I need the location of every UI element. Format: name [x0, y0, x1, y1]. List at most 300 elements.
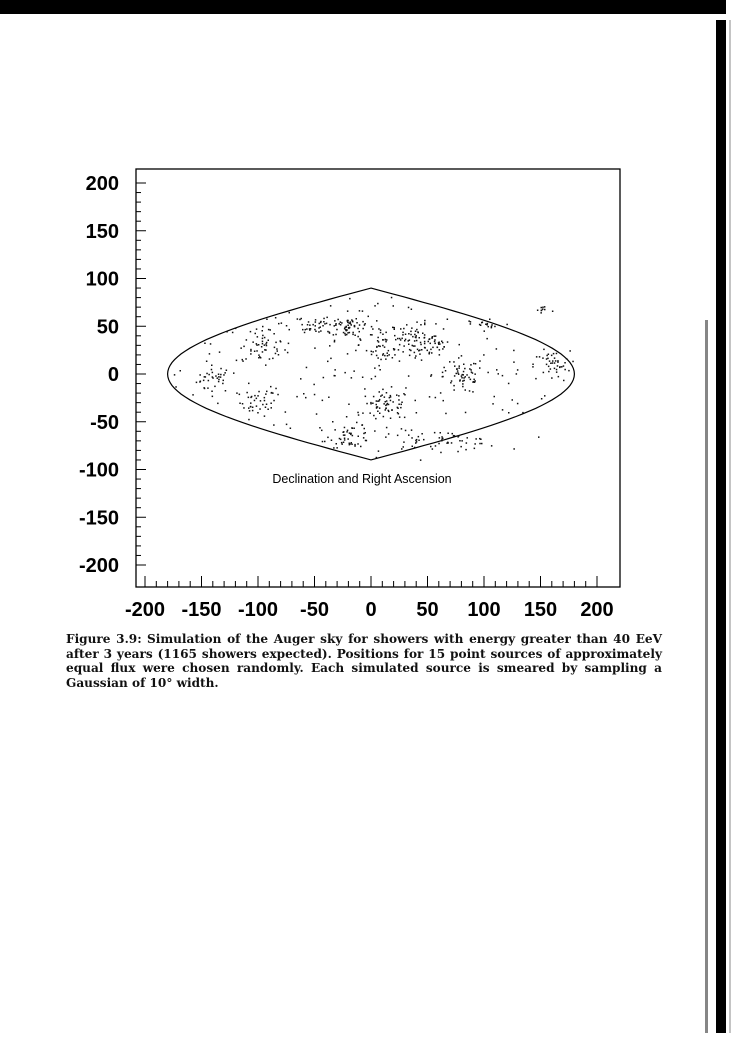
event-point [371, 326, 373, 328]
event-point [334, 369, 336, 371]
event-point [346, 329, 348, 331]
event-point [371, 354, 373, 356]
event-point [353, 370, 355, 372]
event-point [365, 440, 367, 442]
event-point [451, 380, 453, 382]
event-point [556, 371, 558, 373]
event-point [543, 349, 545, 351]
event-point [396, 394, 398, 396]
event-point [564, 369, 566, 371]
event-point [447, 433, 449, 435]
event-point [329, 324, 331, 326]
event-point [491, 445, 493, 447]
event-point [422, 333, 424, 335]
event-point [314, 347, 316, 349]
event-point [415, 331, 417, 333]
y-tick-label: 0 [107, 364, 119, 386]
y-tick-label: -200 [78, 555, 119, 577]
event-point [349, 298, 351, 300]
event-point [226, 370, 228, 372]
event-point [416, 340, 418, 342]
event-point [316, 413, 318, 415]
event-point [485, 324, 487, 326]
event-point [488, 326, 490, 328]
event-point [254, 351, 256, 353]
event-point [465, 449, 467, 451]
event-point [278, 323, 280, 325]
event-point [357, 328, 359, 330]
event-point [280, 340, 282, 342]
event-point [387, 403, 389, 405]
event-point [470, 369, 472, 371]
x-tick-label: 150 [523, 599, 558, 621]
event-point [404, 394, 406, 396]
event-point [346, 334, 348, 336]
event-point [380, 395, 382, 397]
event-point [374, 305, 376, 307]
event-point [442, 372, 444, 374]
event-point [557, 360, 559, 362]
event-point [366, 350, 368, 352]
event-point [513, 361, 515, 363]
event-point [265, 364, 267, 366]
event-point [489, 319, 491, 321]
x-tick-label: -200 [124, 599, 166, 621]
event-point [264, 349, 266, 351]
event-point [385, 332, 387, 334]
event-point [352, 320, 354, 322]
event-point [480, 439, 482, 441]
event-point [458, 374, 460, 376]
event-point [243, 346, 245, 348]
event-point [383, 403, 385, 405]
event-point [428, 341, 430, 343]
event-point [479, 360, 481, 362]
event-point [442, 348, 444, 350]
event-point [447, 442, 449, 444]
event-point [261, 346, 263, 348]
event-point [443, 400, 445, 402]
event-point [462, 383, 464, 385]
event-point [269, 358, 271, 360]
event-point [459, 344, 461, 346]
event-point [551, 377, 553, 379]
event-point [419, 337, 421, 339]
event-point [370, 334, 372, 336]
event-point [371, 334, 373, 336]
event-point [434, 339, 436, 341]
event-point [267, 409, 269, 411]
event-point [401, 428, 403, 430]
event-point [416, 329, 418, 331]
event-point [346, 416, 348, 418]
event-point [443, 367, 445, 369]
event-point [265, 393, 267, 395]
event-point [266, 345, 268, 347]
event-point [192, 394, 194, 396]
event-point [457, 372, 459, 374]
event-point [250, 349, 252, 351]
event-point [403, 441, 405, 443]
event-point [378, 328, 380, 330]
event-point [463, 377, 465, 379]
event-point [466, 374, 468, 376]
event-point [341, 322, 343, 324]
event-point [418, 350, 420, 352]
event-point [429, 353, 431, 355]
event-point [329, 332, 331, 334]
event-point [262, 341, 264, 343]
event-point [386, 339, 388, 341]
event-point [358, 344, 360, 346]
event-point [506, 324, 508, 326]
event-point [260, 400, 262, 402]
event-point [401, 448, 403, 450]
event-point [543, 372, 545, 374]
event-point [411, 437, 413, 439]
event-point [415, 357, 417, 359]
event-point [418, 440, 420, 442]
event-point [558, 376, 560, 378]
event-point [355, 350, 357, 352]
event-point [199, 381, 201, 383]
x-tick-label: -150 [181, 599, 222, 621]
event-point [513, 448, 515, 450]
event-point [486, 338, 488, 340]
event-point [388, 354, 390, 356]
event-point [541, 307, 543, 309]
event-point [496, 369, 498, 371]
event-point [315, 319, 317, 321]
event-point [379, 346, 381, 348]
event-point [411, 429, 413, 431]
event-point [262, 330, 264, 332]
event-point [264, 415, 266, 417]
event-point [271, 407, 273, 409]
event-point [374, 367, 376, 369]
event-point [557, 365, 559, 367]
event-point [352, 332, 354, 334]
event-point [262, 404, 264, 406]
event-point [542, 307, 544, 309]
event-point [427, 350, 429, 352]
event-point [453, 385, 455, 387]
event-point [438, 342, 440, 344]
event-point [481, 443, 483, 445]
event-point [468, 320, 470, 322]
event-point [463, 364, 465, 366]
event-point [212, 372, 214, 374]
event-point [379, 407, 381, 409]
event-point [347, 325, 349, 327]
event-point [262, 338, 264, 340]
event-point [369, 412, 371, 414]
event-point [416, 321, 418, 323]
event-point [329, 345, 331, 347]
event-point [385, 339, 387, 341]
event-point [395, 339, 397, 341]
event-point [322, 325, 324, 327]
event-point [305, 329, 307, 331]
event-point [266, 391, 268, 393]
event-point [296, 396, 298, 398]
event-point [375, 376, 377, 378]
x-axis-ticks [125, 576, 614, 621]
event-point [405, 334, 407, 336]
event-point [275, 342, 277, 344]
event-point [335, 334, 337, 336]
event-point [223, 374, 225, 376]
event-point [564, 362, 566, 364]
event-point [421, 433, 423, 435]
event-point [403, 446, 405, 448]
event-point [218, 376, 220, 378]
event-point [326, 317, 328, 319]
event-point [220, 368, 222, 370]
event-point [258, 354, 260, 356]
event-point [502, 375, 504, 377]
event-point [265, 343, 267, 345]
event-point [262, 351, 264, 353]
event-point [487, 323, 489, 325]
event-point [404, 417, 406, 419]
event-point [209, 353, 211, 355]
event-point [204, 376, 206, 378]
event-point [320, 330, 322, 332]
event-point [556, 369, 558, 371]
event-point [349, 444, 351, 446]
event-point [398, 395, 400, 397]
event-point [572, 361, 574, 363]
event-point [354, 445, 356, 447]
event-point [208, 380, 210, 382]
event-point [480, 325, 482, 327]
event-point [245, 358, 247, 360]
event-point [398, 399, 400, 401]
event-point [287, 352, 289, 354]
event-point [334, 341, 336, 343]
event-point [417, 349, 419, 351]
event-point [214, 386, 216, 388]
event-point [414, 345, 416, 347]
event-point [174, 374, 176, 376]
event-point [431, 352, 433, 354]
sky-boundary-outline [168, 288, 575, 460]
event-point [264, 337, 266, 339]
event-point [393, 305, 395, 307]
event-point [454, 435, 456, 437]
event-point [334, 429, 336, 431]
event-point [390, 418, 392, 420]
event-point [347, 310, 349, 312]
event-point [327, 437, 329, 439]
event-point [211, 391, 213, 393]
event-point [357, 412, 359, 414]
event-point [431, 337, 433, 339]
event-point [344, 439, 346, 441]
event-point [546, 358, 548, 360]
event-point [537, 310, 539, 312]
event-point [336, 443, 338, 445]
event-point [390, 395, 392, 397]
y-tick-label: 100 [85, 268, 119, 291]
event-point [350, 433, 352, 435]
event-point [206, 373, 208, 375]
event-point [472, 391, 474, 393]
event-point [538, 436, 540, 438]
event-point [364, 324, 366, 326]
event-point [343, 442, 345, 444]
event-point [175, 386, 177, 388]
event-point [204, 343, 206, 345]
event-point [414, 352, 416, 354]
event-point [236, 360, 238, 362]
event-point [258, 391, 260, 393]
event-point [321, 430, 323, 432]
event-point [454, 375, 456, 377]
event-point [447, 341, 449, 343]
event-point [438, 443, 440, 445]
event-point [461, 355, 463, 357]
event-point [542, 357, 544, 359]
event-point [344, 372, 346, 374]
event-point [363, 433, 365, 435]
event-point [299, 319, 301, 321]
event-point [309, 324, 311, 326]
event-point [424, 324, 426, 326]
event-point [323, 321, 325, 323]
event-point [474, 382, 476, 384]
event-point [252, 341, 254, 343]
event-point [211, 365, 213, 367]
event-point [474, 373, 476, 375]
event-point [271, 392, 273, 394]
event-point [542, 308, 544, 310]
event-point [377, 357, 379, 359]
event-point [359, 310, 361, 312]
event-point [262, 326, 264, 328]
event-point [257, 395, 259, 397]
event-point [376, 320, 378, 322]
y-tick-label: 200 [85, 173, 119, 195]
event-point [250, 350, 252, 352]
event-point [351, 377, 353, 379]
event-point [408, 375, 410, 377]
event-point [399, 338, 401, 340]
event-point [319, 427, 321, 429]
event-point [277, 394, 279, 396]
event-point [470, 323, 472, 325]
event-point [349, 327, 351, 329]
event-point [552, 311, 554, 313]
event-point [556, 353, 558, 355]
event-point [402, 332, 404, 334]
event-point [381, 394, 383, 396]
event-point [248, 419, 250, 421]
event-point [254, 400, 256, 402]
event-point [341, 443, 343, 445]
event-point [449, 361, 451, 363]
x-tick-label: 50 [416, 599, 439, 621]
event-point [431, 374, 433, 376]
event-point [415, 355, 417, 357]
event-point [457, 370, 459, 372]
event-point [376, 400, 378, 402]
event-point [441, 440, 443, 442]
event-point [248, 407, 250, 409]
event-point [461, 440, 463, 442]
event-point [498, 373, 500, 375]
event-point [301, 324, 303, 326]
event-point [303, 393, 305, 395]
event-point [487, 372, 489, 374]
event-point [323, 318, 325, 320]
event-point [412, 345, 414, 347]
event-point [362, 377, 364, 379]
event-point [540, 312, 542, 314]
event-point [494, 396, 496, 398]
event-point [384, 355, 386, 357]
event-point [548, 371, 550, 373]
event-point [394, 327, 396, 329]
event-point [224, 372, 226, 374]
event-point [262, 335, 264, 337]
event-point [398, 413, 400, 415]
event-point [454, 365, 456, 367]
x-tick-label: 200 [580, 599, 614, 621]
event-point [348, 404, 350, 406]
event-point [239, 403, 241, 405]
event-point [451, 442, 453, 444]
event-point [180, 370, 182, 372]
event-point [385, 405, 387, 407]
event-point [364, 428, 366, 430]
event-point [535, 378, 537, 380]
event-point [372, 403, 374, 405]
event-point [400, 407, 402, 409]
event-point [482, 322, 484, 324]
event-point [546, 355, 548, 357]
event-point [550, 368, 552, 370]
y-tick-label: 150 [85, 220, 119, 243]
event-point [351, 444, 353, 446]
event-point [376, 346, 378, 348]
event-point [331, 440, 333, 442]
event-point [359, 331, 361, 333]
event-point [541, 398, 543, 400]
event-point [275, 353, 277, 355]
event-point [461, 377, 463, 379]
x-tick-label: 0 [365, 599, 377, 621]
event-point [223, 380, 225, 382]
event-point [290, 428, 292, 430]
event-point [343, 332, 345, 334]
event-point [467, 437, 469, 439]
event-point [394, 329, 396, 331]
event-point [262, 343, 264, 345]
event-point [248, 383, 250, 385]
event-point [284, 349, 286, 351]
event-point [456, 373, 458, 375]
event-point [243, 407, 245, 409]
event-point [378, 345, 380, 347]
event-point [286, 424, 288, 426]
event-point [377, 401, 379, 403]
x-tick-label: -100 [237, 599, 279, 621]
event-point [430, 375, 432, 377]
event-point [470, 364, 472, 366]
event-point [362, 328, 364, 330]
